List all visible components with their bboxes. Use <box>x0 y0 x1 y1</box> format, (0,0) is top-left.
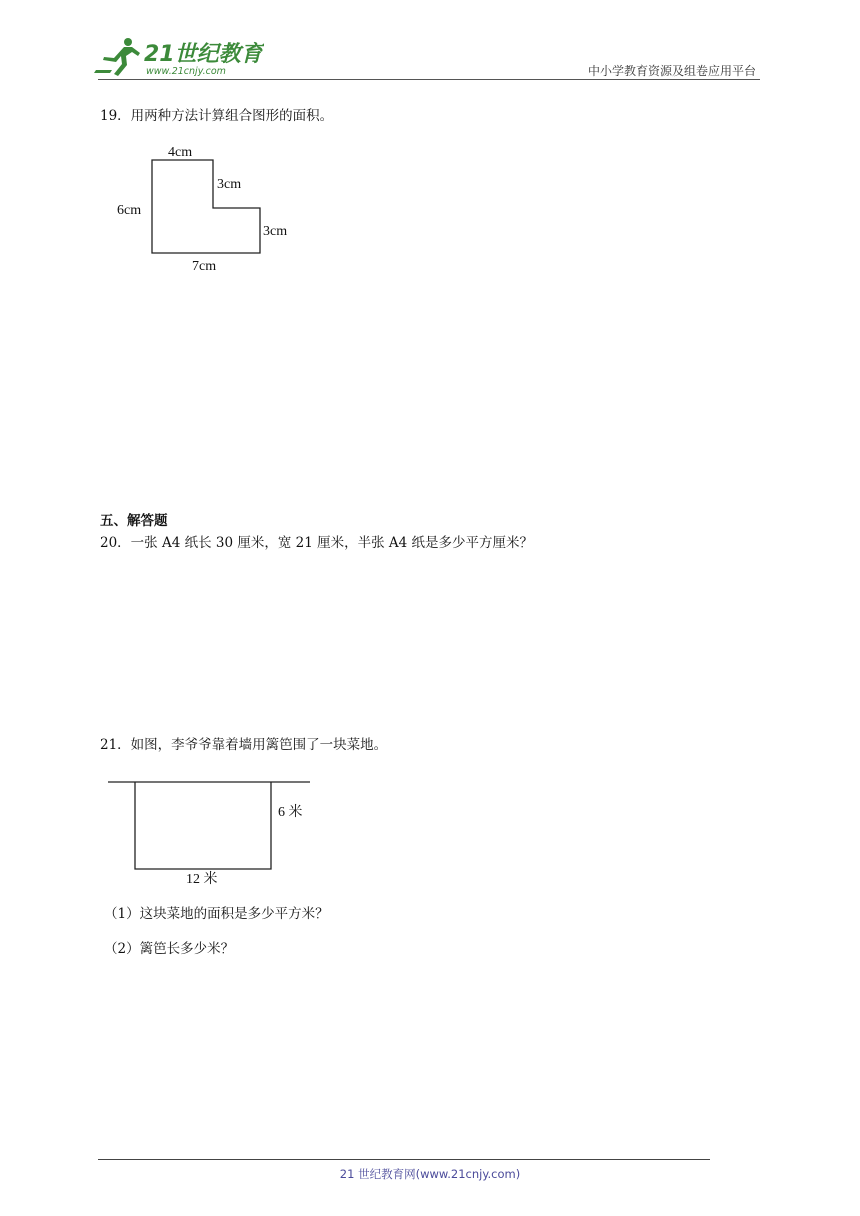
header-divider <box>98 79 760 80</box>
logo-title: 21世纪教育 <box>144 42 263 67</box>
label-top: 4cm <box>168 145 193 160</box>
question-19-text: 19．用两种方法计算组合图形的面积。 <box>100 108 334 124</box>
label-left: 6cm <box>117 203 142 218</box>
label-right: 3cm <box>263 224 288 239</box>
header-platform-text: 中小学教育资源及组卷应用平台 <box>587 64 756 78</box>
question-19-figure <box>110 138 310 278</box>
label-bottom: 12 米 <box>186 872 218 887</box>
logo-url: www.21cnjy.com <box>146 66 226 77</box>
question-21-text: 21．如图，李爷爷靠着墙用篱笆围了一块菜地。 <box>100 737 388 753</box>
question-21-part-2: （2）篱笆长多少米？ <box>104 941 235 957</box>
section-title: 五、解答题 <box>100 513 168 529</box>
site-logo <box>94 34 264 78</box>
question-20-text: 20．一张 A4 纸长 30 厘米，宽 21 厘米，半张 A4 纸是多少平方厘米？ <box>100 535 534 551</box>
runner-logo-icon <box>94 38 140 76</box>
garden-rectangle <box>135 782 271 869</box>
question-21-figure <box>100 770 330 890</box>
footer-text: 21 世纪教育网(www.21cnjy.com) <box>339 1167 521 1181</box>
question-21-part-1: （1）这块菜地的面积是多少平方米？ <box>104 906 329 922</box>
footer-divider <box>98 1159 710 1160</box>
l-shape-outline <box>152 160 260 253</box>
label-inner-vertical: 3cm <box>217 177 242 192</box>
label-bottom: 7cm <box>192 259 217 274</box>
label-side: 6 米 <box>278 805 303 820</box>
